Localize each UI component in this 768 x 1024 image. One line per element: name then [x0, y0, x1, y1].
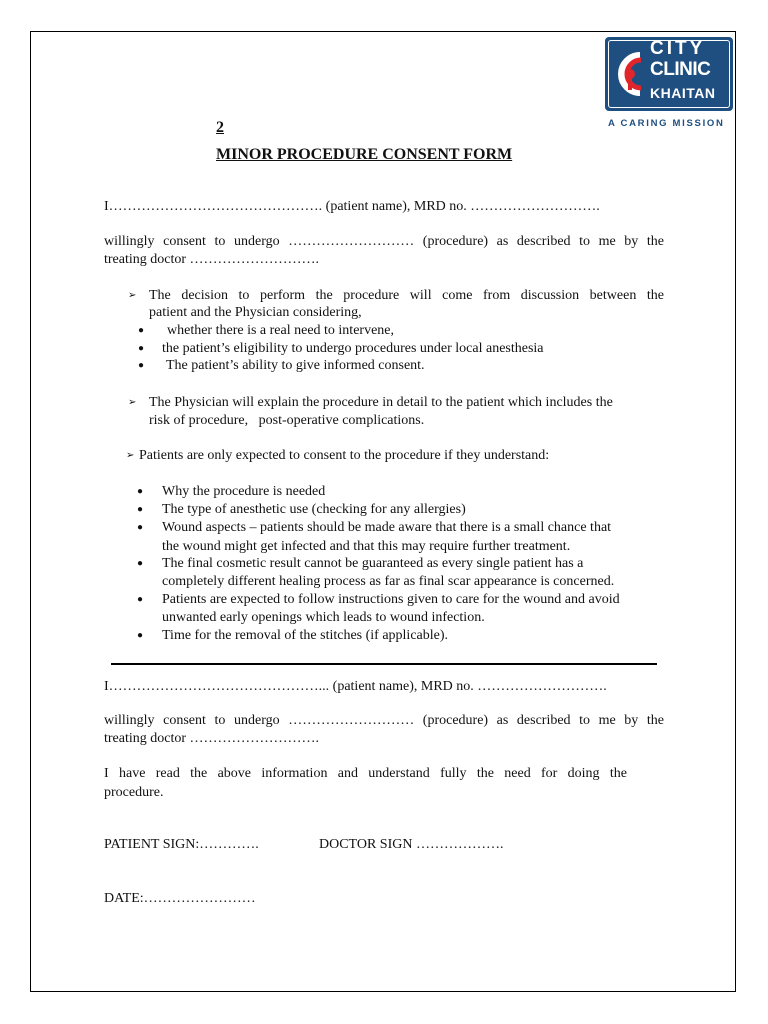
bullet-icon: ● — [138, 343, 145, 354]
bullet-icon: ● — [137, 522, 144, 533]
logo-line2: CLINIC — [650, 59, 711, 80]
acknowledgement-text: I have read the above information and understand fully the need for doing the — [104, 766, 627, 781]
consent-line: willingly consent to undergo ……………………… (procedure) as described to me by the — [104, 713, 664, 728]
understand-item: The final cosmetic result cannot be guaranteed as every single patient has a — [162, 556, 584, 571]
date-field: DATE:…………………… — [104, 891, 256, 906]
understand-item: Patients are expected to follow instructions given to care for the wound and avoid — [162, 592, 620, 607]
clinic-emblem-icon — [610, 46, 650, 102]
bullet-icon: ● — [137, 504, 144, 515]
decision-text: The decision to perform the procedure will come from discussion between the — [149, 288, 664, 303]
understand-item: Wound aspects – patients should be made aware that there is a small chance that — [162, 520, 612, 535]
bullet-icon: ● — [137, 630, 144, 641]
understand-item: Time for the removal of the stitches (if applicable). — [162, 628, 449, 643]
arrow-bullet-icon: ➢ — [126, 450, 135, 461]
bullet-icon: ● — [138, 360, 145, 371]
clinic-logo — [605, 37, 733, 111]
logo-line3: KHAITAN — [650, 85, 716, 101]
patient-name-line: I………………………………………... (patient name), MRD no. ………………………. — [104, 679, 607, 694]
consent-line-cont: treating doctor ………………………. — [104, 731, 320, 746]
understand-item: The type of anesthetic use (checking for any allergies) — [162, 502, 466, 517]
consideration-item: The patient’s ability to give informed consent. — [166, 358, 425, 373]
doctor-sign-field: DOCTOR SIGN ………………. — [319, 837, 504, 852]
bullet-icon: ● — [137, 486, 144, 497]
arrow-bullet-icon: ➢ — [128, 397, 137, 408]
explain-text-cont: risk of procedure, post-operative complications. — [149, 413, 425, 428]
understand-item-cont: the wound might get infected and that this may require further treatment. — [162, 539, 571, 554]
consent-line-cont: treating doctor ………………………. — [104, 252, 320, 267]
bullet-icon: ● — [137, 594, 144, 605]
arrow-bullet-icon: ➢ — [128, 290, 137, 301]
decision-text-cont: patient and the Physician considering, — [149, 305, 362, 320]
form-title: MINOR PROCEDURE CONSENT FORM — [216, 146, 513, 163]
logo-line1: CITY — [650, 38, 706, 59]
explain-text: The Physician will explain the procedure in detail to the patient which includes the — [149, 395, 613, 410]
form-number: 2 — [216, 119, 224, 136]
understand-item-cont: completely different healing process as far as final scar appearance is concerned. — [162, 574, 615, 589]
understand-item-cont: unwanted early openings which leads to wound infection. — [162, 610, 485, 625]
patient-name-line: I………………………………………. (patient name), MRD no. ………………………. — [104, 199, 600, 214]
expected-text: Patients are only expected to consent to the procedure if they understand: — [139, 448, 550, 463]
patient-sign-field: PATIENT SIGN:…………. — [104, 837, 259, 852]
understand-item: Why the procedure is needed — [162, 484, 326, 499]
logo-tagline: A CARING MISSION — [608, 118, 725, 129]
section-divider — [111, 663, 657, 665]
bullet-icon: ● — [137, 558, 144, 569]
bullet-icon: ● — [138, 325, 145, 336]
consideration-item: whether there is a real need to intervene, — [167, 323, 395, 338]
consideration-item: the patient’s eligibility to undergo procedures under local anesthesia — [162, 341, 544, 356]
acknowledgement-text-cont: procedure. — [104, 785, 164, 800]
consent-line: willingly consent to undergo ……………………… (procedure) as described to me by the — [104, 234, 664, 249]
